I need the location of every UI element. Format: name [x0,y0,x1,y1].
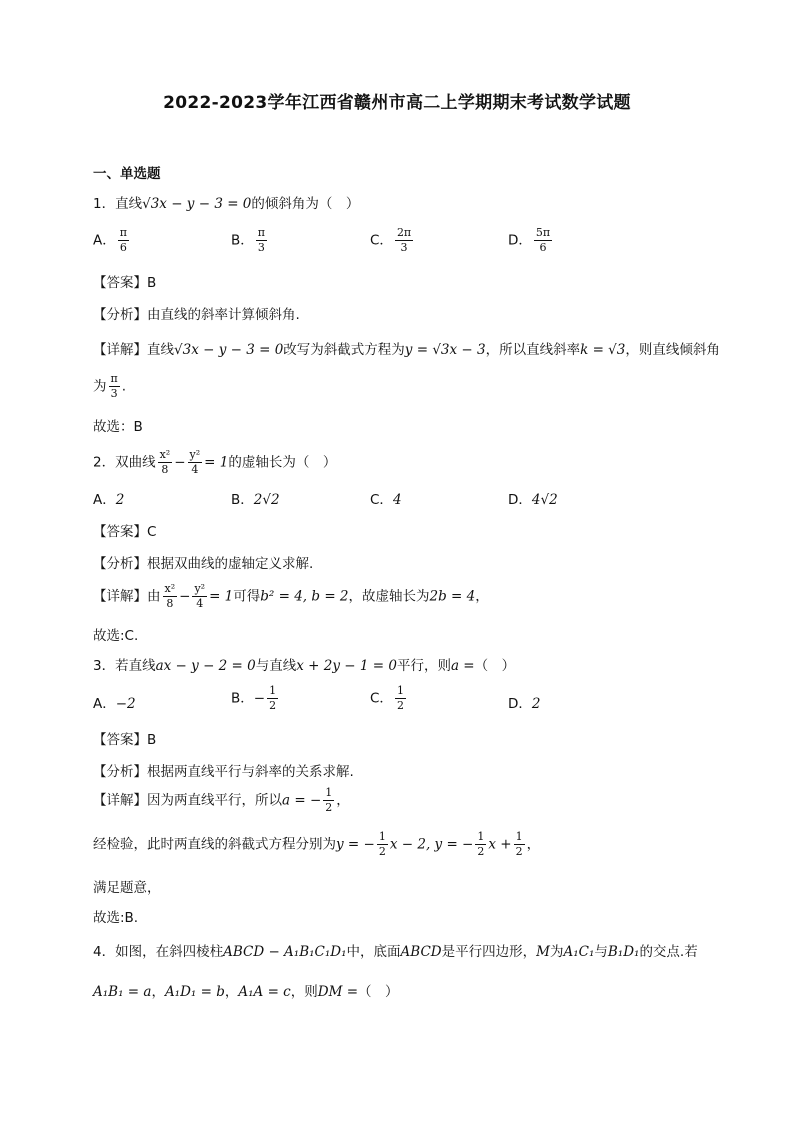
question-4-stem: 4．如图，在斜四棱柱ABCD − A₁B₁C₁D₁中，底面ABCD是平行四边形，M为A₁C₁与B₁D₁的交点.若 [93,944,698,960]
question-1-stem: 1．直线√3x − y − 3 = 0的倾斜角为（ ） [93,196,360,212]
question-3-option-c: C． $\frac{1}{2}$ [370,684,404,712]
question-2-option-c: C．4 [370,492,402,508]
question-3-detail: 【详解】因为两直线平行，所以a = − $\frac{1}{2}$ ， [93,786,350,814]
question-2-stem: 2．双曲线 $\frac{\text{x²}}{8}$ − $\frac{\text{y²}}{4}$ = 1的虚轴长为（ ） [93,448,337,476]
question-1-answer: 【答案】B [93,275,157,291]
question-3-option-d: D．2 [508,696,541,712]
question-1-choice: 故选：B [93,419,143,435]
question-1-option-d: D． $\frac{5\pi}{6}$ [508,226,551,254]
question-3-option-a: A．−2 [93,696,136,712]
section-heading: 一、单选题 [93,166,161,182]
question-3-choice: 故选:B. [93,910,139,926]
question-1-option-c: C． $\frac{2\pi}{3}$ [370,226,412,254]
question-1-option-b: B． $\frac{\pi}{3}$ [231,226,265,254]
question-2-analysis: 【分析】根据双曲线的虚轴定义求解. [93,556,314,572]
question-3-check: 经检验，此时两直线的斜截式方程分别为y = − $\frac{1}{2}$ x − 2, y = − $\frac{1}{2}$ x + $\frac{1}{2}$ ， [93,830,541,858]
question-2-choice: 故选:C. [93,628,139,644]
question-2-option-a: A．2 [93,492,125,508]
question-3-satisfy: 满足题意， [93,880,161,896]
question-3-stem: 3．若直线ax − y − 2 = 0与直线x + 2y − 1 = 0平行，则a =（ ） [93,658,516,674]
question-1-analysis: 【分析】由直线的斜率计算倾斜角. [93,307,300,323]
question-4-stem-line-2: A₁B₁ = a，A₁D₁ = b，A₁A = c，则DM =（ ） [93,984,399,1000]
question-2-answer: 【答案】C [93,524,157,540]
question-3-answer: 【答案】B [93,732,157,748]
question-1-detail-line-2: 为 $\frac{\pi}{3}$ . [93,372,127,400]
question-1-option-a: A． $\frac{\pi}{6}$ [93,226,127,254]
question-1-detail: 【详解】直线√3x − y − 3 = 0改写为斜截式方程为y = √3x − 3，所以直线斜率k = √3，则直线倾斜角 [93,342,720,358]
question-2-option-d: D．4√2 [508,492,558,508]
page-title: 2022-2023学年江西省赣州市高二上学期期末考试数学试题 [163,93,631,113]
question-3-option-b: B．− $\frac{1}{2}$ [231,684,277,712]
question-2-detail: 【详解】由 $\frac{\text{x²}}{8}$ − $\frac{\text{y²}}{4}$ = 1可得b² = 4, b = 2，故虚轴长为2b = 4， [93,582,489,610]
question-2-option-b: B．2√2 [231,492,280,508]
question-3-analysis: 【分析】根据两直线平行与斜率的关系求解. [93,764,354,780]
